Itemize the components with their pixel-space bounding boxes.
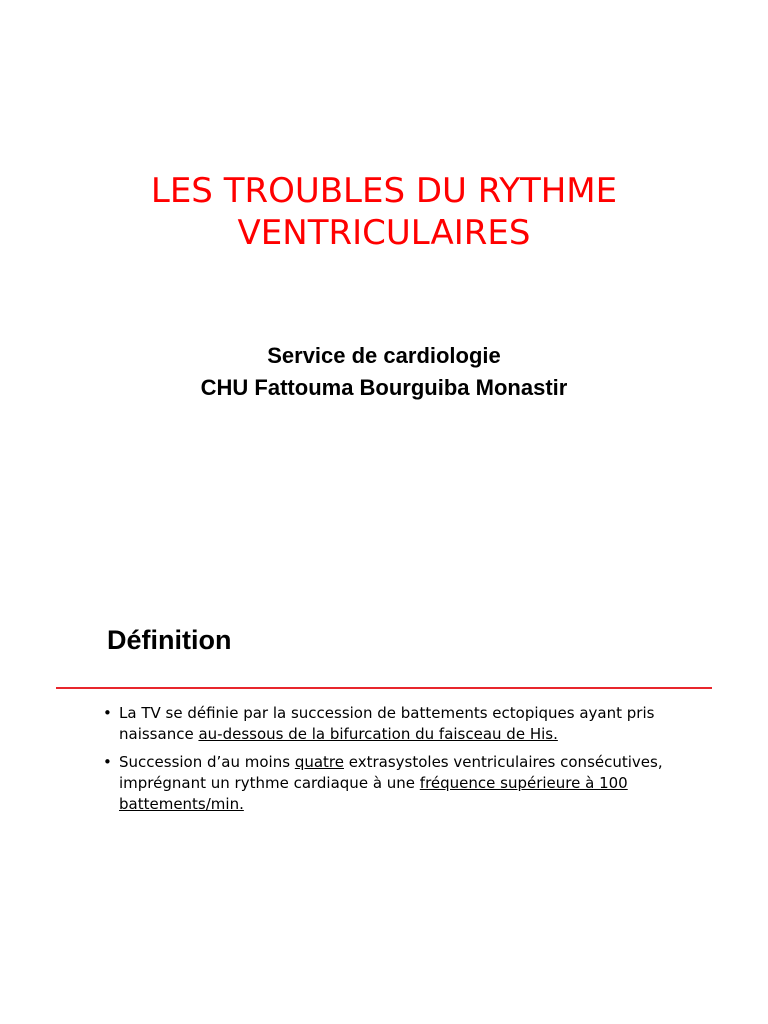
slide-title-line-2: VENTRICULAIRES — [237, 213, 531, 253]
section-heading: Définition — [107, 625, 232, 655]
slide-title-line-1: LES TROUBLES DU RYTHME — [150, 171, 618, 211]
definition-list — [103, 703, 663, 822]
list-item — [103, 703, 663, 745]
list-item — [103, 752, 663, 815]
underlined-text: fréquence supérieure à 100 battements/min. — [119, 774, 628, 813]
underlined-text: au-dessous de la bifurcation du faisceau de His. — [198, 725, 558, 743]
section-divider — [56, 687, 712, 689]
subtitle-department: Service de cardiologie — [267, 343, 501, 368]
bullet-text: La TV se définie par la succession de battements ectopiques ayant pris naissance — [119, 704, 655, 743]
slide-subtitle — [0, 340, 768, 404]
bullet-icon: • — [103, 753, 112, 771]
bullet-icon: • — [103, 704, 112, 722]
subtitle-hospital: CHU Fattouma Bourguiba Monastir — [200, 375, 568, 400]
underlined-text: quatre — [294, 753, 344, 771]
slide-title — [0, 170, 768, 254]
bullet-text: Succession d’au moins — [119, 753, 295, 771]
bullet-text: extrasystoles ventriculaires consécutives, imprégnant un rythme cardiaque à une — [119, 753, 663, 792]
